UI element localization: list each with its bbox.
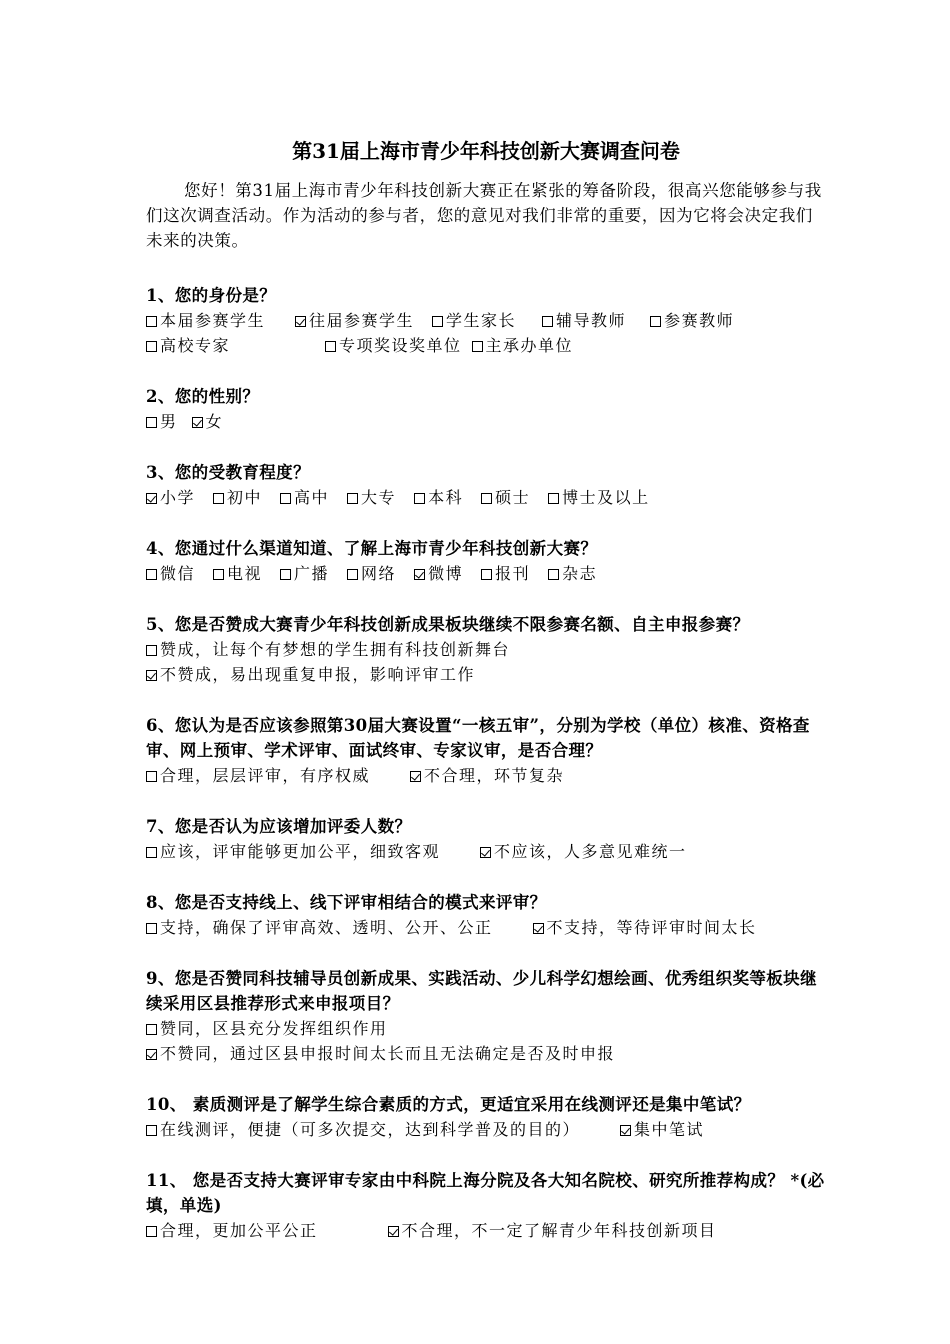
option-label: 主承办单位 [485, 336, 574, 355]
unchecked-box-icon[interactable] [146, 1125, 157, 1136]
checked-box-icon[interactable] [620, 1125, 631, 1136]
option-row [146, 409, 826, 434]
unchecked-box-icon[interactable] [432, 316, 443, 327]
question-6 [146, 713, 826, 788]
unchecked-box-icon[interactable] [146, 771, 157, 782]
checkbox-option[interactable] [432, 308, 516, 333]
checkbox-option[interactable] [414, 485, 463, 510]
option-label: 支持，确保了评审高效、透明、公开、公正 [160, 918, 493, 937]
checked-box-icon[interactable] [192, 417, 203, 428]
unchecked-box-icon[interactable] [347, 493, 358, 504]
unchecked-box-icon[interactable] [542, 316, 553, 327]
option-label: 杂志 [562, 564, 598, 583]
checkbox-option[interactable] [533, 915, 757, 940]
option-label: 本科 [428, 488, 464, 507]
option-row [146, 763, 826, 788]
unchecked-box-icon[interactable] [280, 493, 291, 504]
option-label: 合理，更加公平公正 [160, 1221, 318, 1240]
checkbox-option[interactable] [542, 308, 626, 333]
option-label: 专项奖设奖单位 [339, 336, 462, 355]
question-1 [146, 283, 826, 358]
option-label: 不合理，环节复杂 [424, 766, 565, 785]
option-label: 不应该，人多意见难统一 [494, 842, 687, 861]
options [146, 839, 826, 864]
question-list [146, 283, 826, 1243]
option-row [146, 333, 826, 358]
checkbox-option[interactable] [414, 561, 463, 586]
options [146, 1218, 826, 1243]
unchecked-box-icon[interactable] [146, 1024, 157, 1035]
unchecked-box-icon[interactable] [213, 493, 224, 504]
checkbox-option[interactable] [146, 485, 195, 510]
unchecked-box-icon[interactable] [146, 316, 157, 327]
options [146, 637, 826, 687]
checked-box-icon[interactable] [146, 493, 157, 504]
checkbox-option[interactable] [347, 485, 396, 510]
question-text: 11、 您是否支持大赛评审专家由中科院上海分院及各大知名院校、研究所推荐构成？ *(必填，单选) [146, 1171, 825, 1215]
checked-box-icon[interactable] [480, 847, 491, 858]
checkbox-option[interactable] [146, 915, 493, 940]
unchecked-box-icon[interactable] [146, 645, 157, 656]
option-label: 不赞成，易出现重复申报，影响评审工作 [160, 665, 476, 684]
question-text: 2、您的性别？ [146, 387, 260, 406]
option-row [146, 915, 826, 940]
checked-box-icon[interactable] [388, 1226, 399, 1237]
option-label: 不赞同，通过区县申报时间太长而且无法确定是否及时申报 [160, 1044, 616, 1063]
option-label: 大专 [361, 488, 397, 507]
checked-box-icon[interactable] [295, 316, 306, 327]
checkbox-option[interactable] [146, 409, 178, 434]
option-label: 应该，评审能够更加公平，细致客观 [160, 842, 441, 861]
option-row [146, 1016, 826, 1041]
option-label: 微信 [160, 564, 196, 583]
option-label: 集中笔试 [634, 1120, 705, 1139]
option-label: 辅导教师 [556, 311, 627, 330]
option-label: 小学 [160, 488, 196, 507]
unchecked-box-icon[interactable] [481, 493, 492, 504]
options [146, 1016, 826, 1066]
options [146, 409, 826, 434]
unchecked-box-icon[interactable] [650, 316, 661, 327]
options [146, 1117, 826, 1142]
option-row [146, 637, 826, 662]
page-title: 第31届上海市青少年科技创新大赛调查问卷 [292, 139, 680, 163]
option-row [146, 308, 826, 333]
option-row [146, 662, 826, 687]
checkbox-option[interactable] [347, 561, 396, 586]
checkbox-option[interactable] [325, 333, 462, 358]
question-5 [146, 612, 826, 687]
checkbox-option[interactable] [548, 561, 597, 586]
option-row [146, 561, 826, 586]
option-row [146, 1041, 826, 1066]
options [146, 763, 826, 788]
options [146, 308, 826, 358]
checkbox-option[interactable] [146, 308, 265, 333]
question-text: 9、您是否赞同科技辅导员创新成果、实践活动、少儿科学幻想绘画、优秀组织奖等板块继续采用区县推荐形式来申报项目？ [146, 969, 817, 1013]
option-label: 本届参赛学生 [160, 311, 266, 330]
unchecked-box-icon[interactable] [481, 569, 492, 580]
checkbox-option[interactable] [280, 561, 329, 586]
unchecked-box-icon[interactable] [414, 493, 425, 504]
unchecked-box-icon[interactable] [280, 569, 291, 580]
options [146, 561, 826, 586]
option-label: 初中 [227, 488, 263, 507]
question-text: 1、您的身份是？ [146, 286, 277, 305]
checked-box-icon[interactable] [414, 569, 425, 580]
question-text: 7、您是否认为应该增加评委人数？ [146, 817, 412, 836]
unchecked-box-icon[interactable] [146, 847, 157, 858]
questionnaire-page [146, 138, 826, 1269]
option-label: 不支持，等待评审时间太长 [546, 918, 757, 937]
option-label: 电视 [227, 564, 263, 583]
checkbox-option[interactable] [146, 637, 510, 662]
option-label: 高中 [294, 488, 330, 507]
unchecked-box-icon[interactable] [146, 417, 157, 428]
option-label: 高校专家 [160, 336, 231, 355]
checkbox-option[interactable] [146, 763, 370, 788]
checked-box-icon[interactable] [146, 670, 157, 681]
question-4 [146, 536, 826, 586]
option-label: 硕士 [495, 488, 531, 507]
option-label: 学生家长 [446, 311, 517, 330]
question-text: 3、您的受教育程度？ [146, 463, 310, 482]
option-label: 赞成，让每个有梦想的学生拥有科技创新舞台 [160, 640, 511, 659]
checkbox-option[interactable] [146, 561, 195, 586]
option-row [146, 1117, 826, 1142]
option-label: 微博 [428, 564, 464, 583]
option-label: 不合理，不一定了解青少年科技创新项目 [401, 1221, 717, 1240]
unchecked-box-icon[interactable] [213, 569, 224, 580]
option-row [146, 839, 826, 864]
question-3 [146, 460, 826, 510]
checkbox-option[interactable] [146, 1117, 580, 1142]
option-label: 报刊 [495, 564, 531, 583]
question-2 [146, 384, 826, 434]
question-8 [146, 890, 826, 940]
checked-box-icon[interactable] [533, 923, 544, 934]
option-label: 在线测评，便捷（可多次提交，达到科学普及的目的） [160, 1120, 581, 1139]
options [146, 485, 826, 510]
question-text: 4、您通过什么渠道知道、了解上海市青少年科技创新大赛？ [146, 539, 598, 558]
unchecked-box-icon[interactable] [146, 569, 157, 580]
option-label: 赞同，区县充分发挥组织作用 [160, 1019, 388, 1038]
option-label: 合理，层层评审，有序权威 [160, 766, 371, 785]
option-label: 男 [160, 412, 178, 431]
checkbox-option[interactable] [146, 1218, 318, 1243]
question-10 [146, 1092, 826, 1142]
checkbox-option[interactable] [481, 561, 530, 586]
question-7 [146, 814, 826, 864]
question-text: 8、您是否支持线上、线下评审相结合的模式来评审？ [146, 893, 547, 912]
unchecked-box-icon[interactable] [548, 569, 559, 580]
option-label: 往届参赛学生 [309, 311, 415, 330]
options [146, 915, 826, 940]
intro-paragraph: 您好！第31届上海市青少年科技创新大赛正在紧张的筹备阶段，很高兴您能够参与我们这次调查活动。作为活动的参与者，您的意见对我们非常的重要，因为它将会决定我们未来的决策。 [146, 181, 822, 250]
unchecked-box-icon[interactable] [548, 493, 559, 504]
unchecked-box-icon[interactable] [146, 1226, 157, 1237]
unchecked-box-icon[interactable] [146, 923, 157, 934]
question-11 [146, 1168, 826, 1243]
checkbox-option[interactable] [295, 308, 414, 333]
option-label: 广播 [294, 564, 330, 583]
checkbox-option[interactable] [650, 308, 734, 333]
checkbox-option[interactable] [192, 409, 224, 434]
option-label: 女 [205, 412, 224, 431]
checkbox-option[interactable] [146, 333, 230, 358]
unchecked-box-icon[interactable] [325, 341, 336, 352]
checkbox-option[interactable] [280, 485, 329, 510]
question-text: 10、 素质测评是了解学生综合素质的方式，更适宜采用在线测评还是集中笔试？ [146, 1095, 751, 1114]
checked-box-icon[interactable] [146, 1049, 157, 1060]
option-label: 博士及以上 [562, 488, 650, 507]
unchecked-box-icon[interactable] [146, 341, 157, 352]
question-text: 5、您是否赞成大赛青少年科技创新成果板块继续不限参赛名额、自主申报参赛？ [146, 615, 750, 634]
question-9 [146, 966, 826, 1066]
checkbox-option[interactable] [620, 1117, 704, 1142]
checkbox-option[interactable] [146, 662, 475, 687]
checkbox-option[interactable] [146, 1041, 615, 1066]
unchecked-box-icon[interactable] [347, 569, 358, 580]
option-label: 网络 [361, 564, 397, 583]
checkbox-option[interactable] [481, 485, 530, 510]
checked-box-icon[interactable] [410, 771, 421, 782]
question-text: 6、您认为是否应该参照第30届大赛设置“一核五审”，分别为学校（单位）核准、资格查审、网上预审、学术评审、面试终审、专家议审，是否合理？ [146, 716, 810, 760]
checkbox-option[interactable] [213, 561, 262, 586]
unchecked-box-icon[interactable] [472, 341, 483, 352]
option-row [146, 1218, 826, 1243]
checkbox-option[interactable] [548, 485, 650, 510]
option-row [146, 485, 826, 510]
checkbox-option[interactable] [146, 839, 440, 864]
checkbox-option[interactable] [472, 333, 574, 358]
checkbox-option[interactable] [146, 1016, 388, 1041]
checkbox-option[interactable] [410, 763, 564, 788]
checkbox-option[interactable] [480, 839, 687, 864]
option-label: 参赛教师 [664, 311, 735, 330]
checkbox-option[interactable] [388, 1218, 717, 1243]
checkbox-option[interactable] [213, 485, 262, 510]
